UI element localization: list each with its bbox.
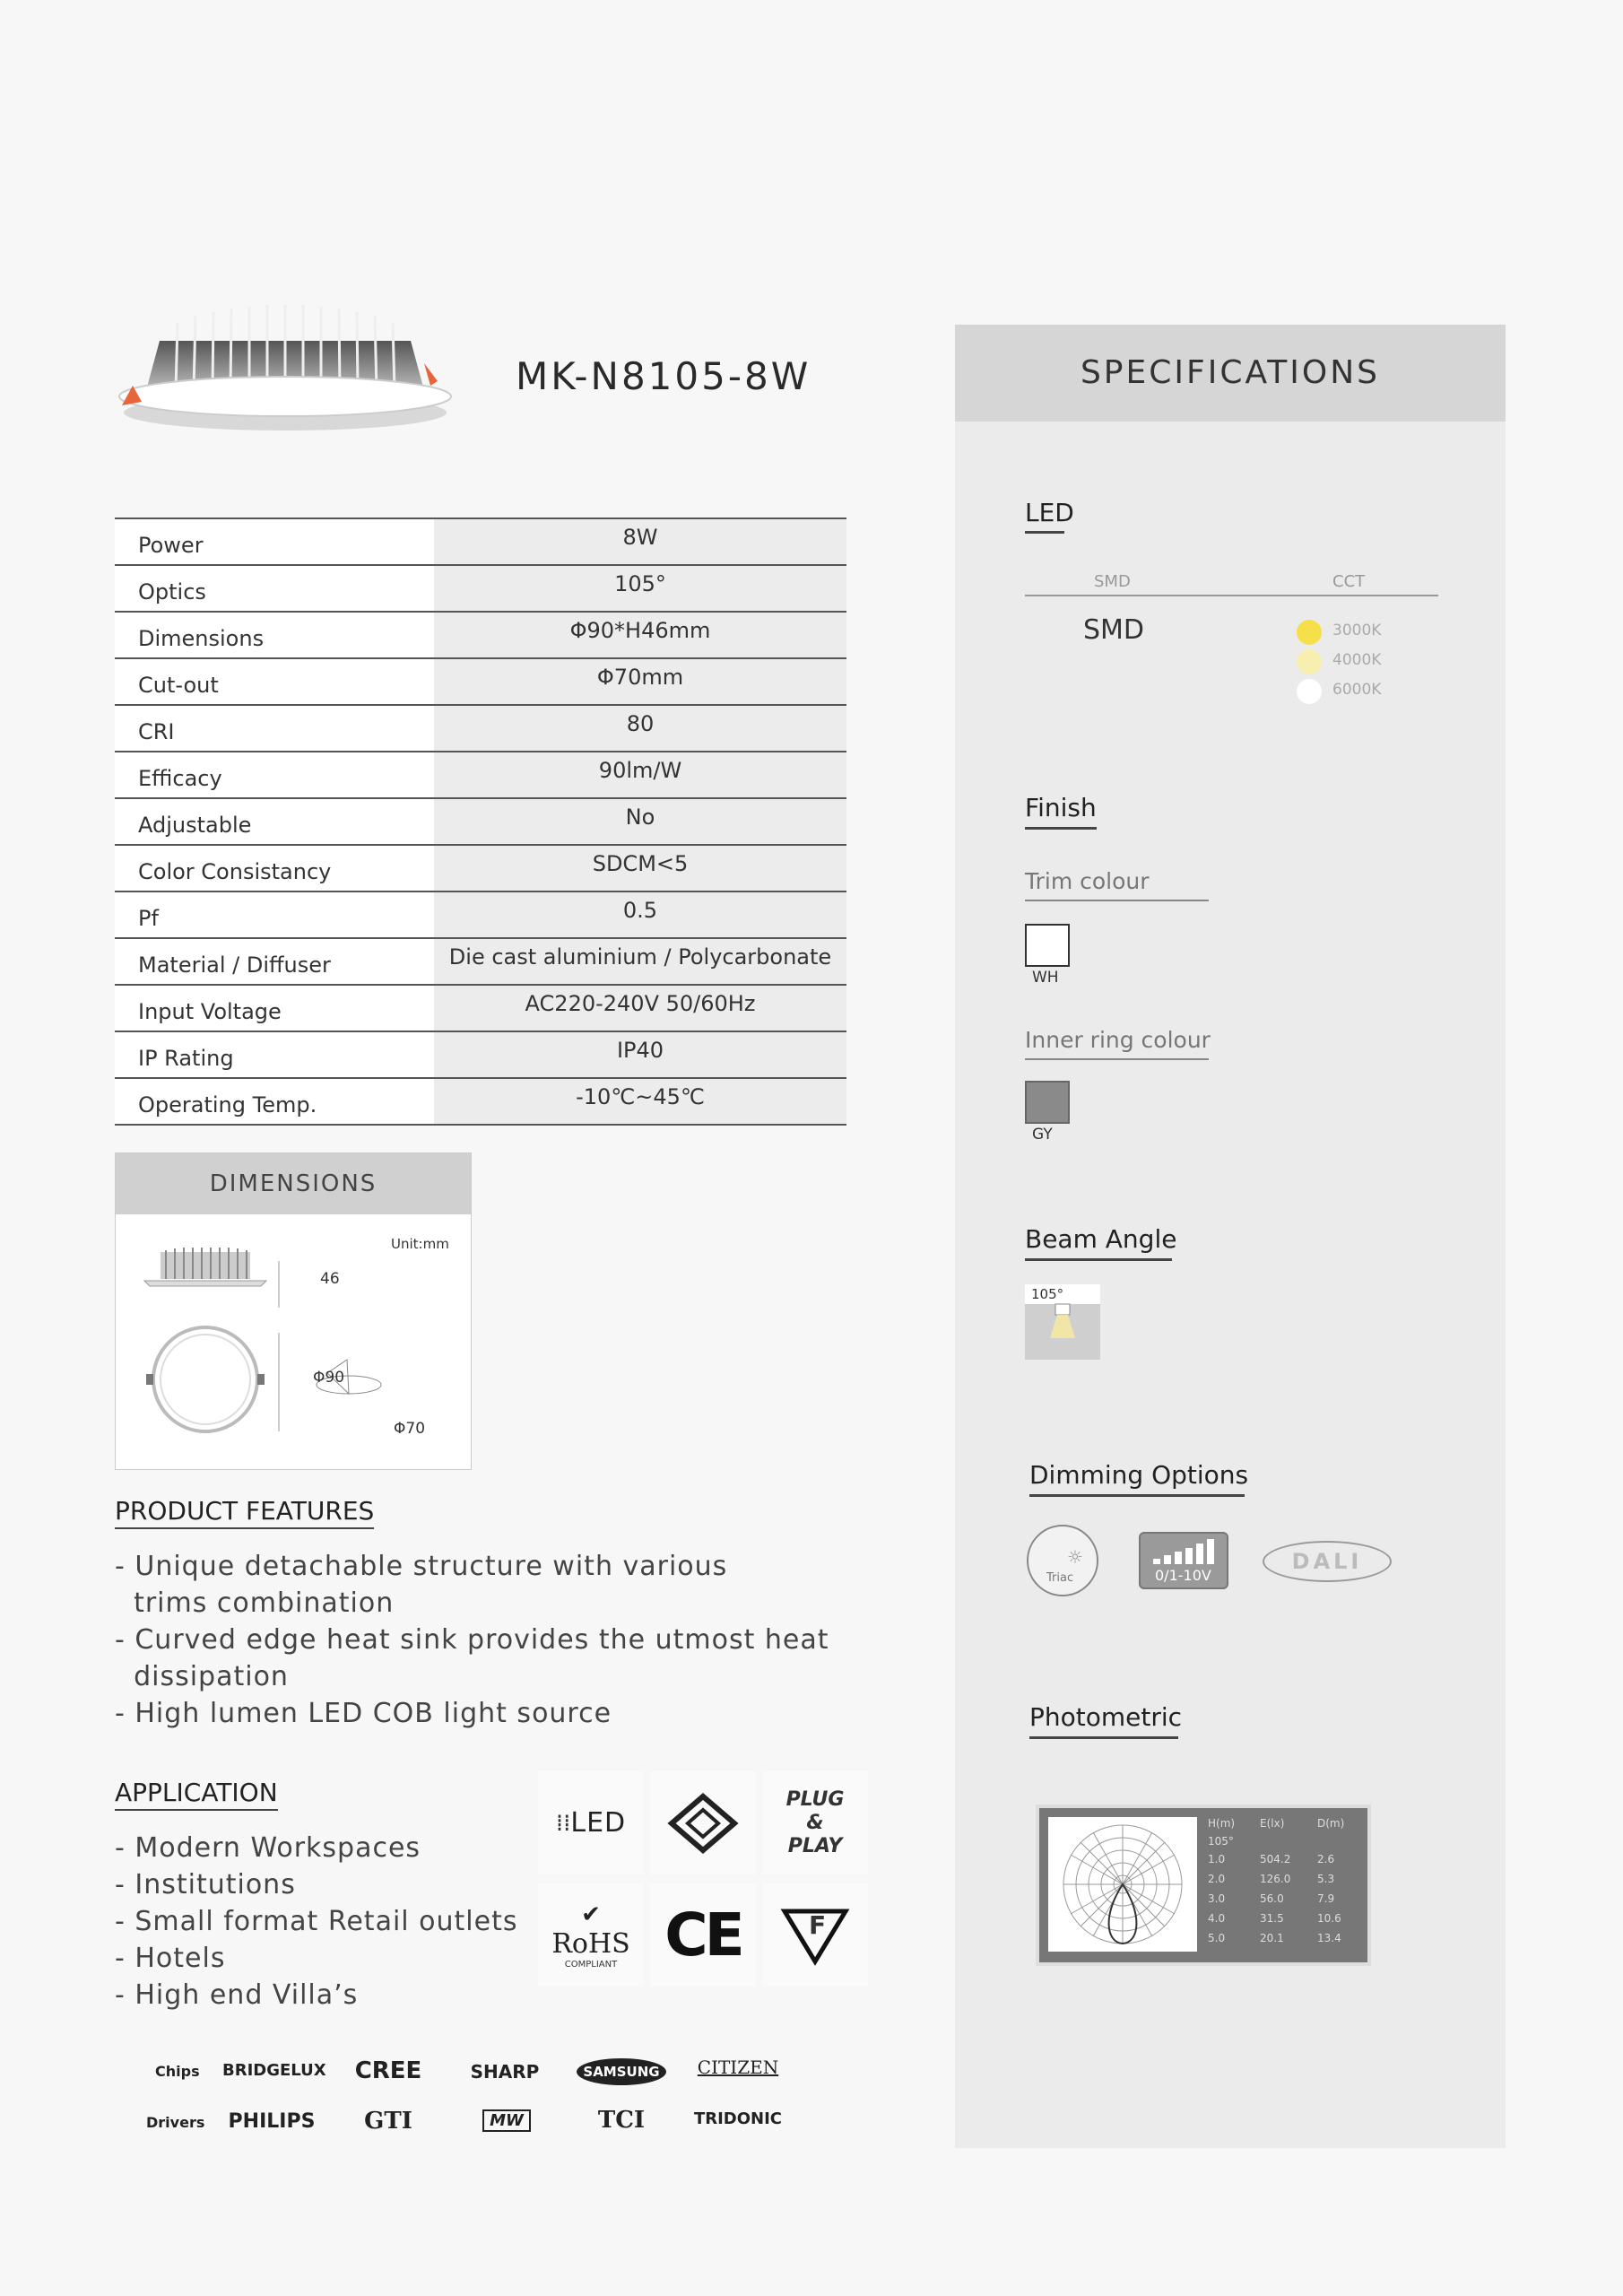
- spec-label: IP Rating: [115, 1031, 434, 1078]
- spec-label: CRI: [115, 705, 434, 752]
- photometric-row: [1208, 1892, 1360, 1912]
- spec-row: [115, 565, 846, 612]
- application-list: [115, 1830, 517, 2013]
- drivers-label: Drivers: [146, 2114, 205, 2131]
- photometric-cell: 10.6: [1317, 1912, 1341, 1925]
- spec-value: AC220-240V 50/60Hz: [434, 985, 846, 1031]
- led-smd-value: SMD: [1083, 614, 1145, 646]
- analog-dimming-label: 0/1-10V: [1155, 1567, 1211, 1584]
- photometric-cell: 4.0: [1208, 1912, 1226, 1925]
- brand-philips: PHILIPS: [228, 2110, 316, 2133]
- photometric-cell: 5.0: [1208, 1932, 1226, 1944]
- spec-row: [115, 752, 846, 798]
- triac-icon: [1027, 1525, 1098, 1596]
- application-line: - Small format Retail outlets: [115, 1906, 518, 1937]
- led-dots-icon: ⁞⁞: [555, 1809, 571, 1837]
- plug-line-2: &: [806, 1811, 824, 1834]
- spec-row: [115, 518, 846, 565]
- spec-value: 105°: [434, 565, 846, 612]
- photometric-cell: 31.5: [1260, 1912, 1284, 1925]
- spec-label: Color Consistancy: [115, 845, 434, 891]
- led-title-underline: [1025, 531, 1064, 534]
- photometric-cell: 1.0: [1208, 1853, 1226, 1866]
- plug-and-play-cert: [762, 1771, 868, 1874]
- spec-label: Optics: [115, 565, 434, 612]
- polar-diagram: [1048, 1817, 1197, 1952]
- model-number: MK-N8105-8W: [516, 354, 812, 398]
- ce-cert: [650, 1883, 756, 1987]
- trim-colour-code: WH: [1032, 969, 1059, 987]
- brand-citizen: CITIZEN: [697, 2057, 779, 2078]
- beam-angle-title: Beam Angle: [1025, 1224, 1177, 1254]
- application-line: - Institutions: [115, 1869, 296, 1900]
- photometric-cell: 5.3: [1317, 1873, 1335, 1885]
- inner-ring-colour-swatch: [1025, 1081, 1070, 1124]
- spec-label: Efficacy: [115, 752, 434, 798]
- spec-row: [115, 1031, 846, 1078]
- triac-label: Triac: [1046, 1571, 1074, 1585]
- brand-sharp: SHARP: [470, 2061, 540, 2083]
- rohs-label: RoHS: [551, 1927, 630, 1960]
- brand-cree: CREE: [354, 2057, 422, 2084]
- dimensions-drawing: [135, 1243, 404, 1458]
- brand-gti: GTI: [364, 2108, 412, 2135]
- spec-label: Dimensions: [115, 612, 434, 658]
- rohs-sub: COMPLIANT: [564, 1959, 618, 1970]
- photometric-title: Photometric: [1029, 1702, 1183, 1732]
- photometric-chart: [1036, 1805, 1371, 1966]
- photometric-row: [1208, 1912, 1360, 1932]
- spec-label: Pf: [115, 891, 434, 938]
- inner-ring-colour-code: GY: [1032, 1126, 1053, 1144]
- application-title: APPLICATION: [115, 1778, 278, 1811]
- rohs-leaf-icon: ✔: [581, 1900, 601, 1928]
- dimming-title: Dimming Options: [1029, 1460, 1249, 1490]
- finish-title-underline: [1025, 827, 1097, 830]
- spec-label: Adjustable: [115, 798, 434, 845]
- brand-samsung: SAMSUNG: [577, 2058, 666, 2085]
- photometric-header-e: E(lx): [1260, 1817, 1285, 1830]
- certifications: [538, 1771, 870, 1987]
- brand-tridonic: TRIDONIC: [693, 2109, 783, 2128]
- spec-label: Power: [115, 518, 434, 565]
- photometric-row: [1208, 1932, 1360, 1952]
- photometric-cell: 56.0: [1260, 1892, 1284, 1905]
- specifications-title: SPECIFICATIONS: [955, 325, 1506, 422]
- dali-icon: [1263, 1541, 1392, 1582]
- rohs-cert: [538, 1883, 644, 1987]
- photometric-cell: 2.6: [1317, 1853, 1335, 1866]
- dimensions-unit: Unit:mm: [391, 1236, 449, 1252]
- spec-value: No: [434, 798, 846, 845]
- spec-row: [115, 612, 846, 658]
- spec-value: -10℃~45℃: [434, 1078, 846, 1125]
- dimension-height: 46: [320, 1270, 340, 1288]
- trim-colour-label: Trim colour: [1025, 868, 1150, 894]
- photometric-header-h: H(m): [1208, 1817, 1236, 1830]
- photometric-cell: 126.0: [1260, 1873, 1291, 1885]
- spec-label: Cut-out: [115, 658, 434, 705]
- photometric-row: [1208, 1873, 1360, 1892]
- photometric-cell: 3.0: [1208, 1892, 1226, 1905]
- photometric-angle: 105°: [1208, 1835, 1234, 1848]
- sun-icon: ☼: [1067, 1546, 1083, 1568]
- spec-label: Operating Temp.: [115, 1078, 434, 1125]
- led-section-title: LED: [1025, 498, 1074, 527]
- spec-row: [115, 1078, 846, 1125]
- dimensions-box: [115, 1152, 472, 1470]
- feature-line: - High lumen LED COB light source: [115, 1698, 612, 1729]
- beam-title-underline: [1025, 1258, 1172, 1261]
- cct-label: 3000K: [1332, 622, 1382, 639]
- plug-line-3: PLAY: [787, 1834, 843, 1857]
- features-title: PRODUCT FEATURES: [115, 1496, 374, 1529]
- spec-value: 8W: [434, 518, 846, 565]
- f-mark-cert: [762, 1883, 868, 1987]
- trim-label-underline: [1025, 900, 1209, 901]
- chips-label: Chips: [155, 2063, 200, 2080]
- trim-colour-swatch: [1025, 924, 1070, 967]
- brand-tci: TCI: [597, 2107, 646, 2134]
- spec-value: Die cast aluminium / Polycarbonate: [434, 938, 846, 985]
- photometric-header-d: D(m): [1317, 1817, 1345, 1830]
- photometric-cell: 504.2: [1260, 1853, 1291, 1866]
- inner-ring-colour-label: Inner ring colour: [1025, 1027, 1211, 1053]
- product-image: [115, 296, 456, 439]
- spec-row: [115, 985, 846, 1031]
- analog-dimming-icon: [1139, 1532, 1228, 1589]
- spec-row: [115, 658, 846, 705]
- features-list: [115, 1548, 829, 1732]
- photometric-cell: 13.4: [1317, 1932, 1341, 1944]
- feature-line: - Curved edge heat sink provides the utmost heat: [115, 1624, 829, 1656]
- ce-label: CE: [664, 1900, 742, 1970]
- plug-line-1: PLUG: [785, 1787, 845, 1811]
- spec-value: SDCM<5: [434, 845, 846, 891]
- dimension-cutout: Φ70: [394, 1420, 426, 1438]
- spec-row: [115, 798, 846, 845]
- feature-line: - Unique detachable structure with various: [115, 1551, 728, 1582]
- spec-value: Φ70mm: [434, 658, 846, 705]
- finish-title: Finish: [1025, 793, 1097, 822]
- photometric-row: [1208, 1853, 1360, 1873]
- photometric-table: [1208, 1817, 1360, 1952]
- spec-label: Material / Diffuser: [115, 938, 434, 985]
- spec-value: Φ90*H46mm: [434, 612, 846, 658]
- spec-value: 80: [434, 705, 846, 752]
- cct-label: 6000K: [1332, 681, 1382, 699]
- spec-value: IP40: [434, 1031, 846, 1078]
- beam-angle-value: 105°: [1031, 1286, 1064, 1302]
- eac-cert-icon: [650, 1771, 756, 1874]
- feature-line: trims combination: [115, 1587, 395, 1619]
- dimming-title-underline: [1029, 1494, 1245, 1497]
- spec-row: [115, 938, 846, 985]
- f-label: F: [809, 1910, 827, 1940]
- spec-label: Input Voltage: [115, 985, 434, 1031]
- photometric-title-underline: [1029, 1736, 1178, 1739]
- inner-label-underline: [1025, 1058, 1209, 1060]
- led-header-rule: [1025, 595, 1438, 596]
- cct-color-dot: [1297, 679, 1322, 704]
- led-label: LED: [570, 1807, 627, 1839]
- dimensions-title: DIMENSIONS: [116, 1153, 471, 1214]
- brand-meanwell: MW: [482, 2109, 531, 2132]
- dimension-diameter: Φ90: [313, 1369, 345, 1387]
- spec-row: [115, 845, 846, 891]
- spec-value: 90lm/W: [434, 752, 846, 798]
- led-col-smd: SMD: [1094, 572, 1131, 591]
- feature-line: dissipation: [115, 1661, 289, 1692]
- spec-table: [115, 517, 846, 1126]
- application-line: - Hotels: [115, 1943, 226, 1974]
- cct-color-dot: [1297, 620, 1322, 645]
- led-cert: [538, 1771, 644, 1874]
- cct-label: 4000K: [1332, 651, 1382, 669]
- photometric-cell: 7.9: [1317, 1892, 1335, 1905]
- dali-label: DALI: [1291, 1549, 1363, 1574]
- cct-color-dot: [1297, 649, 1322, 674]
- dimming-bars-icon: [1153, 1539, 1216, 1564]
- spec-value: 0.5: [434, 891, 846, 938]
- application-line: - Modern Workspaces: [115, 1832, 421, 1864]
- photometric-cell: 2.0: [1208, 1873, 1226, 1885]
- application-line: - High end Villa’s: [115, 1979, 359, 2011]
- brand-bridgelux: BRIDGELUX: [222, 2061, 326, 2080]
- led-col-cct: CCT: [1332, 572, 1366, 591]
- spec-row: [115, 891, 846, 938]
- photometric-cell: 20.1: [1260, 1932, 1284, 1944]
- spec-row: [115, 705, 846, 752]
